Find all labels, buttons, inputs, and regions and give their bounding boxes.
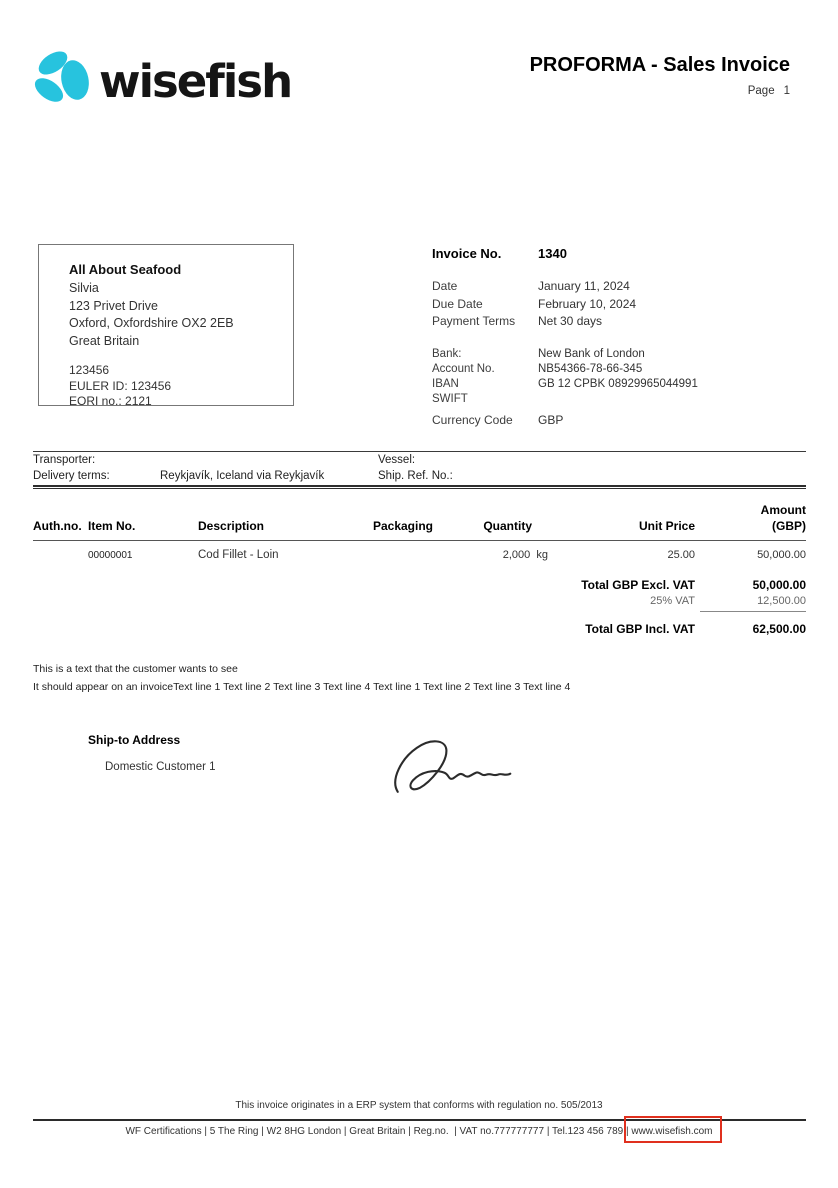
totals-divider xyxy=(700,611,806,612)
document-title: PROFORMA - Sales Invoice xyxy=(529,54,790,76)
iban-value: GB 12 CPBK 08929965044991 xyxy=(538,377,698,390)
footer-regulation-text: This invoice originates in a ERP system that conforms with regulation no. 505/2013 xyxy=(235,1100,603,1111)
customer-eori-no: EORI no.: 2121 xyxy=(69,394,152,408)
customer-name: All About Seafood xyxy=(69,262,182,277)
date-label: Date xyxy=(432,279,458,293)
col-header-quantity: Quantity xyxy=(483,519,532,533)
total-excl-vat-label: Total GBP Excl. VAT xyxy=(581,578,695,592)
wisefish-fish-icon xyxy=(34,50,92,108)
iban-label: IBAN xyxy=(432,377,459,390)
table-header-divider xyxy=(33,540,806,541)
customer-country: Great Britain xyxy=(69,333,140,348)
vessel-label: Vessel: xyxy=(378,454,416,466)
payment-terms-value: Net 30 days xyxy=(538,314,603,328)
title-block xyxy=(530,54,790,97)
delivery-terms-value: Reykjavík, Iceland via Reykjavík xyxy=(160,470,325,482)
divider xyxy=(33,451,806,452)
brand-logo xyxy=(34,50,291,108)
swift-label: SWIFT xyxy=(432,392,468,405)
due-date-value: February 10, 2024 xyxy=(538,296,637,311)
delivery-terms-label: Delivery terms: xyxy=(33,470,110,482)
description-cell: Cod Fillet - Loin xyxy=(198,549,279,561)
website-text: www.wisefish.com xyxy=(631,1126,713,1137)
invoice-no-value: 1340 xyxy=(538,246,567,261)
invoice-info xyxy=(432,246,762,429)
amount-cell: 50,000.00 xyxy=(757,549,806,561)
shipping-info xyxy=(33,454,806,486)
footer-company-details: WF Certifications | 5 The Ring | W2 8HG London | Great Britain | Reg.no. | VAT no.777777777 | Tel.123 456 789 | xyxy=(125,1126,632,1137)
customer-note-line2: It should appear on an invoiceText line 1 Text line 2 Text line 3 Text line 4 Text line 1 Text line 2 Text line 3 Text line 4 xyxy=(33,681,571,693)
website-link[interactable] xyxy=(631,1126,712,1137)
page-indicator xyxy=(530,85,790,97)
bank-label: Bank: xyxy=(432,347,462,360)
customer-note-line1: This is a text that the customer wants to see xyxy=(33,663,238,675)
invoice-no-label: Invoice No. xyxy=(432,246,502,261)
ship-to-title: Ship-to Address xyxy=(88,733,181,747)
customer-city: Oxford, Oxfordshire OX2 2EB xyxy=(69,316,234,330)
date-value: January 11, 2024 xyxy=(538,279,630,293)
transporter-label: Transporter: xyxy=(33,454,96,466)
ship-ref-label: Ship. Ref. No.: xyxy=(378,470,453,482)
customer-street: 123 Privet Drive xyxy=(69,298,158,313)
page-label: Page xyxy=(747,85,775,97)
account-no-value: NB54366-78-66-345 xyxy=(538,362,643,375)
footer-company-info xyxy=(0,1126,838,1137)
col-header-packaging: Packaging xyxy=(372,519,433,533)
currency-code-value: GBP xyxy=(538,412,564,427)
vat-value: 12,500.00 xyxy=(757,595,806,607)
customer-contact: Silvia xyxy=(69,281,99,295)
total-incl-vat-label: Total GBP Incl. VAT xyxy=(585,622,695,636)
total-incl-vat-value: 62,500.00 xyxy=(752,622,806,636)
vat-label: 25% VAT xyxy=(650,595,695,607)
account-no-label: Account No. xyxy=(432,362,495,375)
col-header-item-no: Item No. xyxy=(88,519,136,533)
customer-address-box xyxy=(38,244,294,406)
red-highlight-box xyxy=(624,1116,721,1143)
signature-image xyxy=(392,736,516,798)
brand-wordmark: wisefish xyxy=(99,54,292,108)
ship-to-name: Domestic Customer 1 xyxy=(105,761,216,773)
quantity-cell: 2,000 kg xyxy=(502,549,548,561)
col-header-unit-price: Unit Price xyxy=(638,519,695,533)
item-no-cell: 00000001 xyxy=(88,550,133,561)
due-date-label: Due Date xyxy=(432,296,483,311)
unit-price-cell: 25.00 xyxy=(667,549,695,561)
customer-euler-id: EULER ID: 123456 xyxy=(69,378,172,393)
customer-number: 123456 xyxy=(69,363,110,377)
total-excl-vat-value: 50,000.00 xyxy=(752,578,806,592)
currency-code-label: Currency Code xyxy=(432,412,513,427)
col-header-amount-currency: (GBP) xyxy=(772,519,806,533)
col-header-auth-no: Auth.no. xyxy=(33,519,82,533)
col-header-description: Description xyxy=(198,519,265,533)
page-number: 1 xyxy=(783,85,790,97)
bank-value: New Bank of London xyxy=(538,347,645,360)
payment-terms-label: Payment Terms xyxy=(432,314,516,328)
col-header-amount: Amount xyxy=(760,503,806,517)
double-divider xyxy=(33,485,806,489)
